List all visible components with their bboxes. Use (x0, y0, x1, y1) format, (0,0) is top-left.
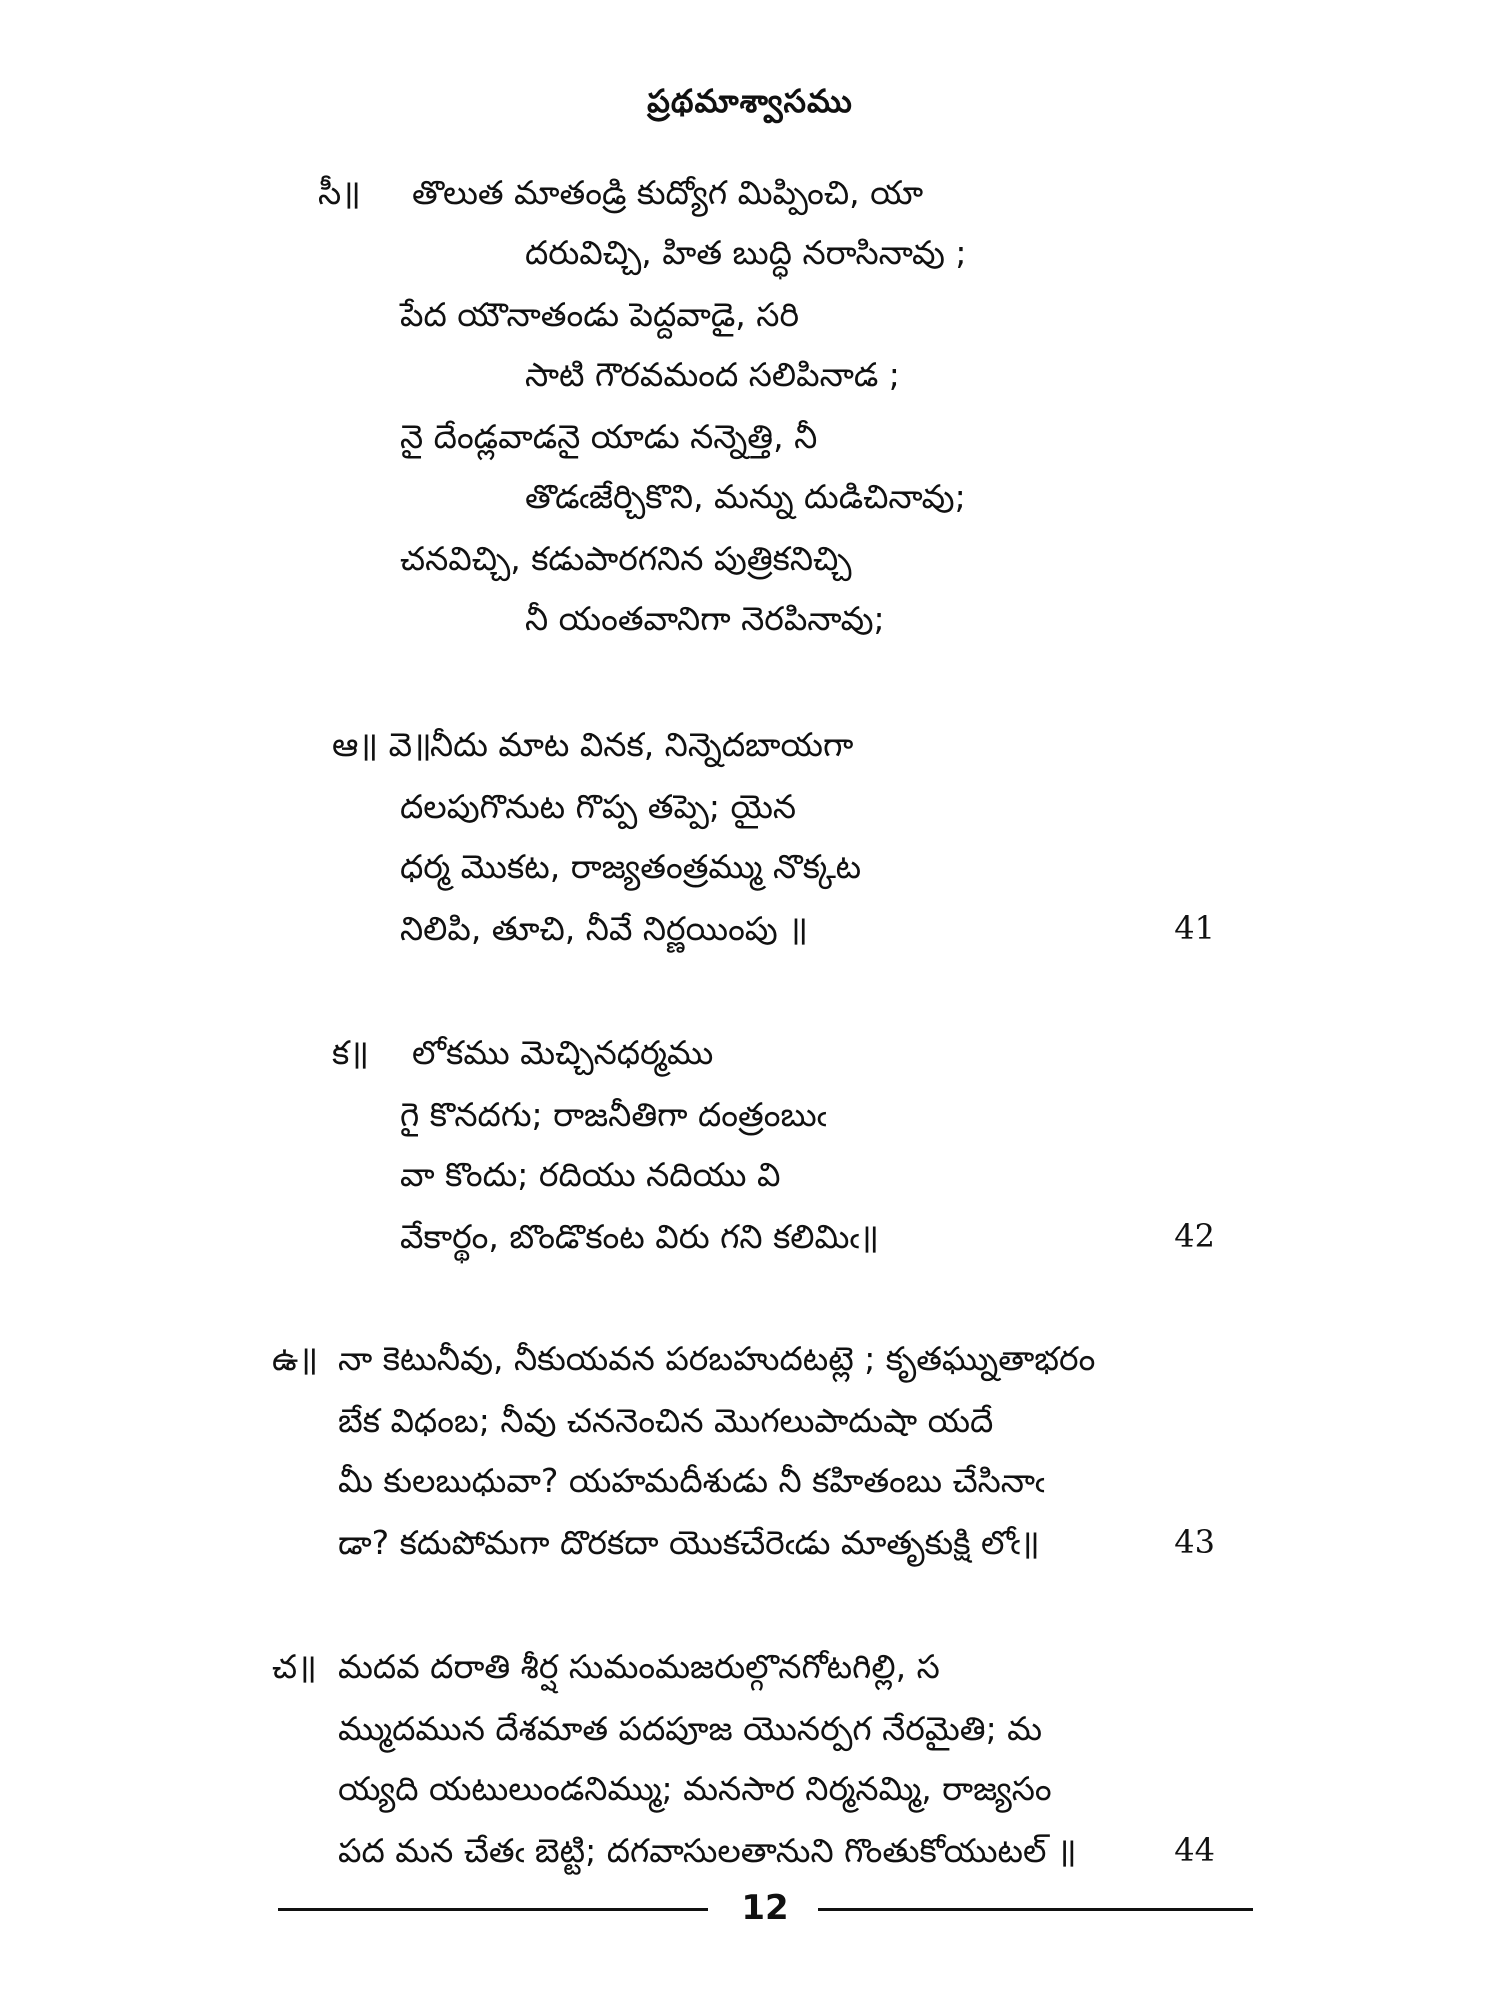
verse-line: లోకము మెచ్చినధర్మము (412, 1033, 714, 1072)
verse-line: ధర్మ మొకట, రాజ్యతంత్రమ్ము నొక్కట (400, 847, 862, 886)
verse-meter-marker: ఆ॥ వె॥ (332, 725, 432, 764)
verse-number: 41 (1174, 909, 1215, 947)
verse-meter-marker: సీ॥ (318, 173, 361, 212)
verse-line: పద మన చేతఁ బెట్టి; దగవాసులతానుని గొంతుకోయుటల్ ॥ (338, 1831, 1077, 1870)
verse-line: మదవ దరాతి శీర్ష సుమంమజరుల్గొనగోటగిల్లి, స (338, 1647, 940, 1686)
verse-meter-marker: చ॥ (272, 1647, 317, 1686)
verse-line: సాటి గౌరవమంద సలిపినాడ ; (525, 355, 900, 394)
verse-meter-marker: ఉ॥ (272, 1339, 319, 1378)
verse-line: డా? కదుపోమగా దొరకదా యొకచేరెఁడు మాతృకుక్షి లోఁ॥ (338, 1523, 1040, 1562)
verse-number: 42 (1174, 1217, 1215, 1255)
verse-line: మీ కులబుధువా? యహమదీశుడు నీ కహితంబు చేసినాఁ (338, 1461, 1045, 1500)
verse-line: నా కెటునీవు, నీకుయవన పరబహుదటట్లె ; కృతఘ్నుతాభరం (338, 1339, 1096, 1378)
verse-line: నీదు మాట వినక, నిన్నెదబాయగా (430, 725, 854, 764)
verse-line: వా కొందు; రదియు నదియు వి (400, 1155, 781, 1194)
verse-line: నై దేండ్లవాడనై యాడు నన్నెత్తి, నీ (400, 417, 818, 456)
chapter-heading: ప్రథమాశ్వాసము (647, 82, 853, 120)
verse-line: పేద యౌనాతండు పెద్దవాడై, సరి (400, 295, 800, 334)
footer-rule-left (278, 1908, 708, 1911)
verse-line: చనవిచ్చి, కడుపారగనిన పుత్రికనిచ్చి (400, 539, 852, 578)
verse-line: య్యది యటులుండనిమ్ము; మనసార నిర్మనమ్మి, రాజ్యసం (338, 1769, 1052, 1808)
verse-line: బేక విధంబ; నీవు చననెంచిన మొగలుపాదుషా యదే (338, 1401, 994, 1440)
verse-number: 44 (1174, 1831, 1215, 1869)
verse-line: మ్ముదమున దేశమాత పదపూజ యొనర్పగ నేరమైతి; మ (338, 1709, 1043, 1748)
verse-line: నీ యంతవానిగా నెరపినావు; (525, 599, 885, 638)
verse-line: తొడఁజేర్చికొని, మన్ను దుడిచినావు; (525, 477, 966, 516)
footer-rule-right (818, 1908, 1253, 1911)
verse-line: వేకార్థం, బొండొకంట విరు గని కలిమిఁ॥ (400, 1217, 880, 1256)
verse-line: దలపుగొనుట గొప్ప తప్పె; యైన (400, 787, 797, 826)
verse-line: దరువిచ్చి, హిత బుద్ధి నరాసినావు ; (525, 233, 967, 272)
page-number: 12 (741, 1888, 789, 1928)
verse-line: నిలిపి, తూచి, నీవే నిర్ణయింపు ॥ (400, 909, 808, 948)
verse-line: గై కొనదగు; రాజనీతిగా దంత్రంబుఁ (400, 1095, 827, 1134)
verse-number: 43 (1174, 1523, 1215, 1561)
verse-meter-marker: క॥ (332, 1033, 369, 1072)
verse-line: తొలుత మాతండ్రి కుద్యోగ మిప్పించి, యా (412, 173, 924, 212)
